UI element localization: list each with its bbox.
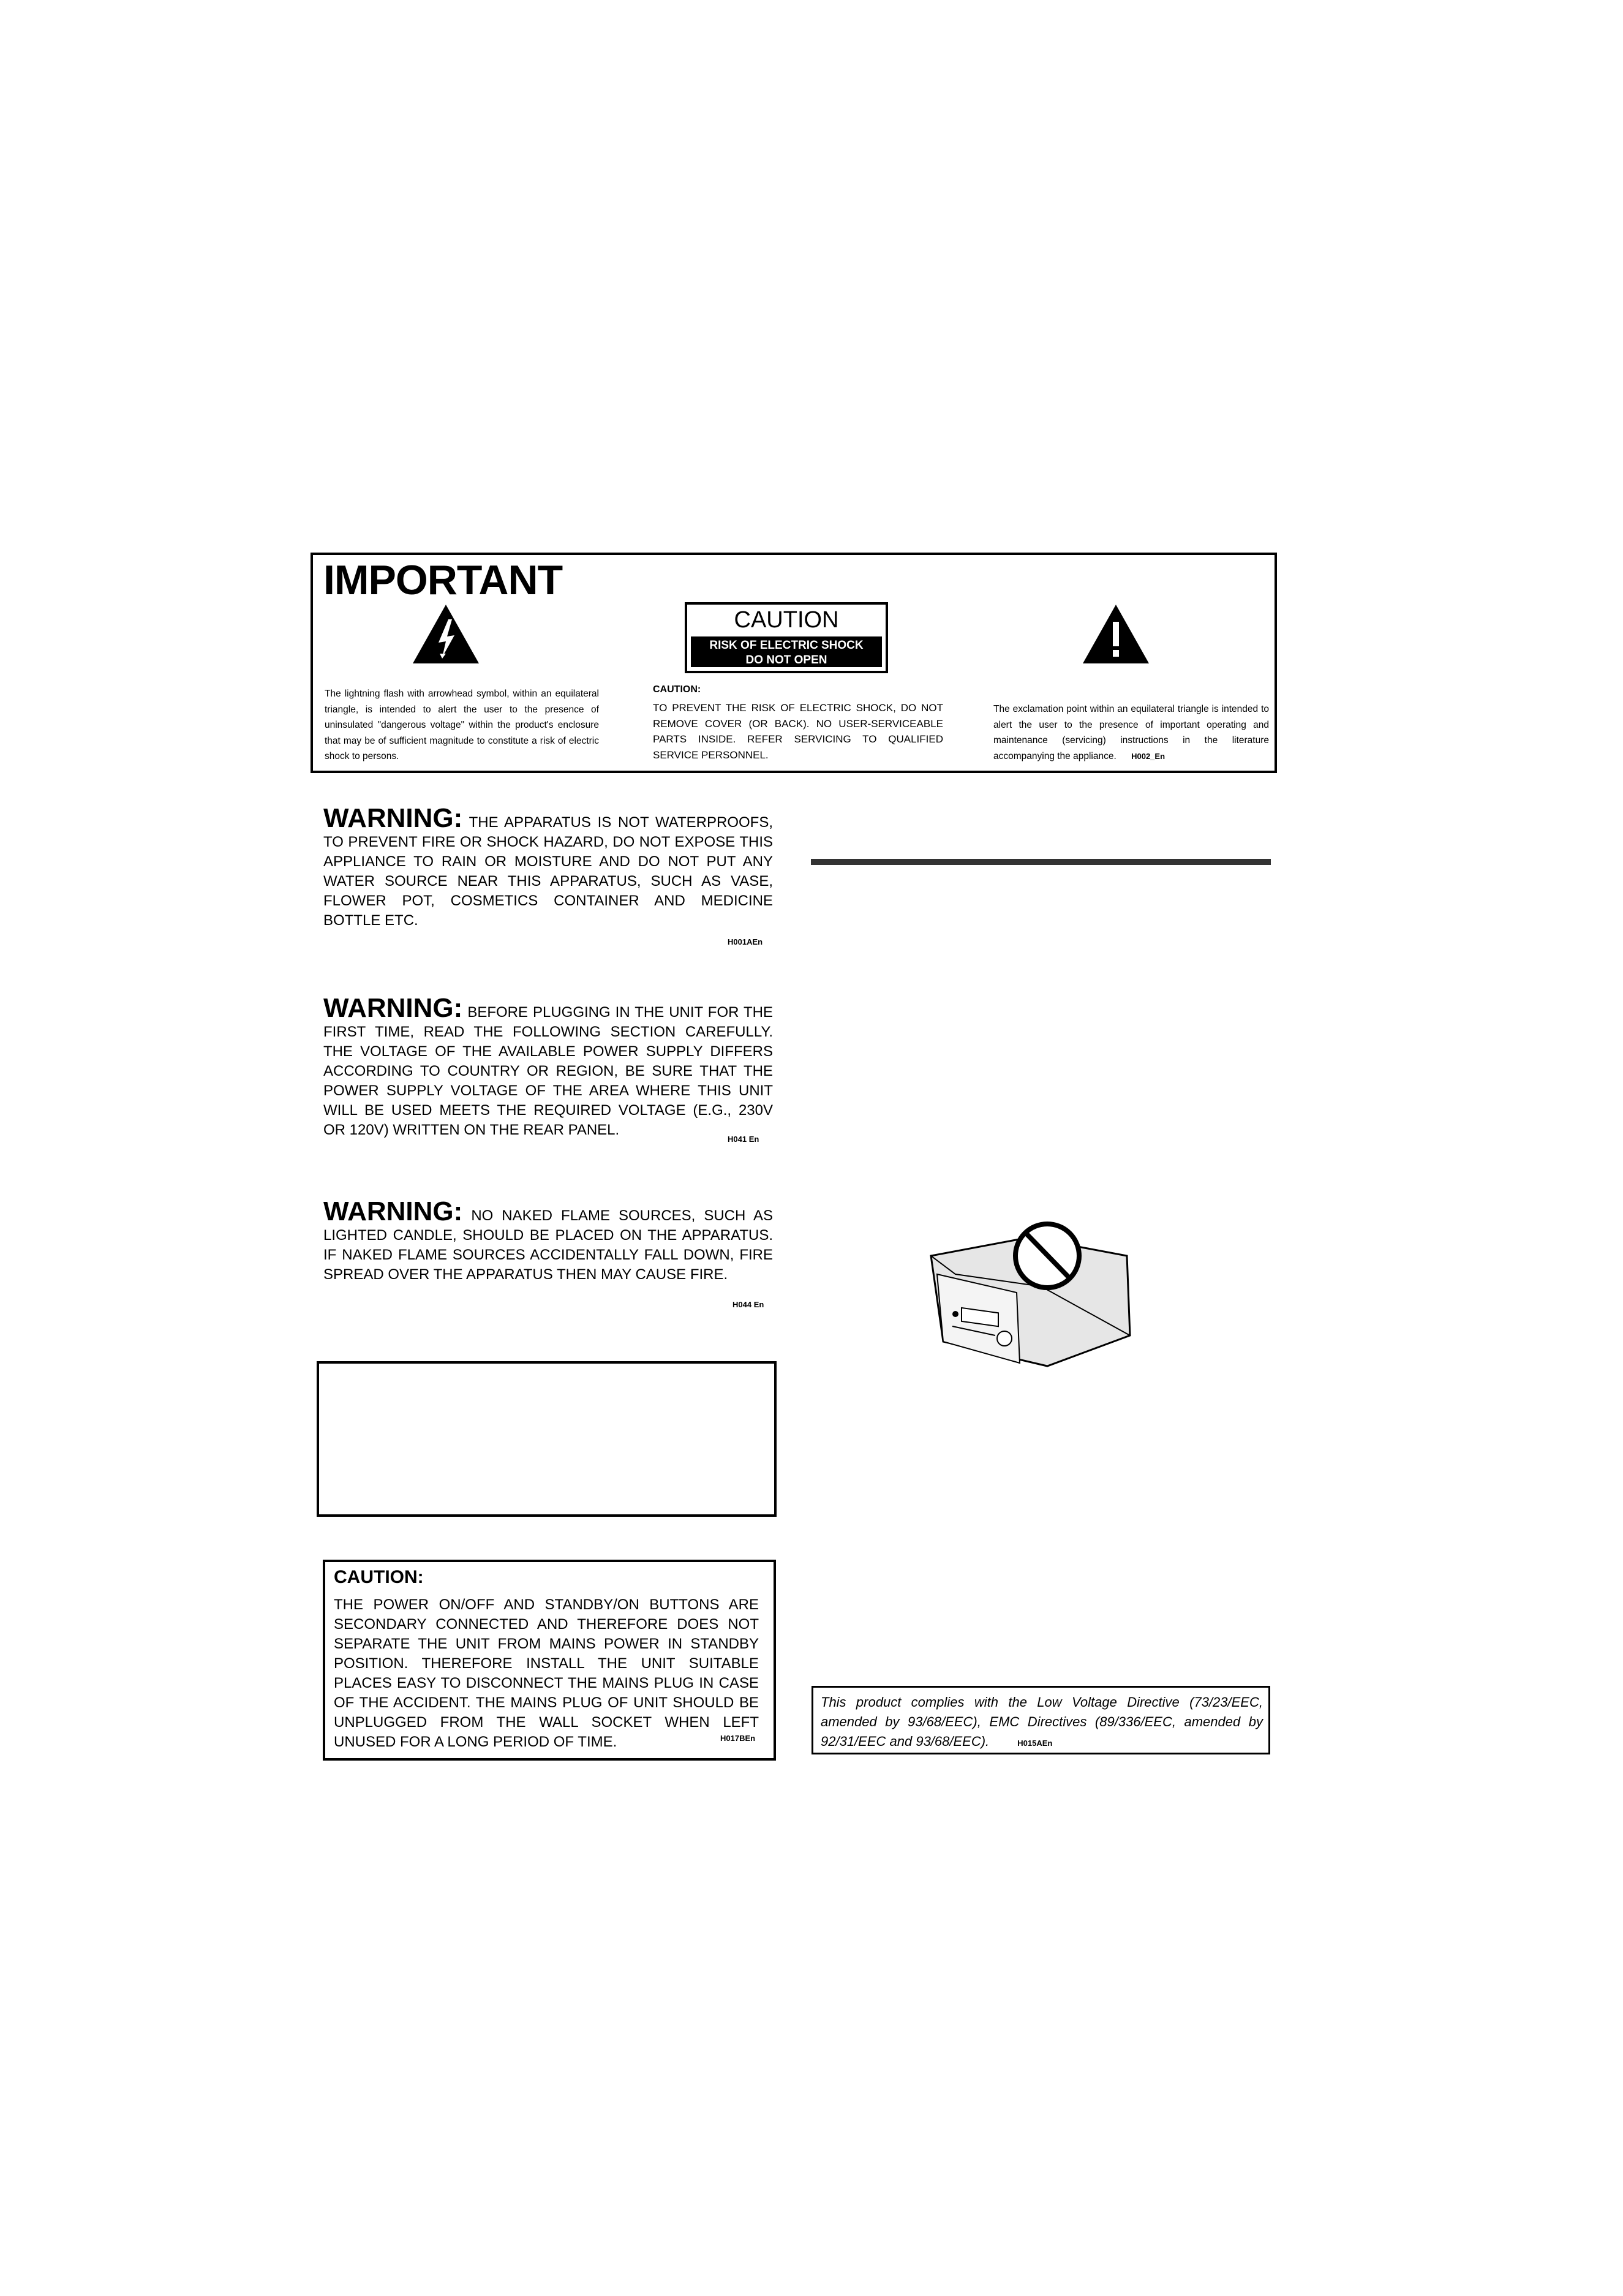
warning-label: WARNING: [323,803,463,833]
section-rule [811,859,1271,865]
lightning-text: The lightning flash with arrowhead symbol, within an equilateral triangle, is intended to alert the user to the presence of uninsulated "dangerous voltage" within the product's enclosure that may be of sufficient magnitude to constitute a risk of electric shock to persons. [325,689,599,761]
blank-notice-box [317,1361,777,1517]
caution-text: TO PREVENT THE RISK OF ELECTRIC SHOCK, DO NOT REMOVE COVER (OR BACK). NO USER-SERVICEABLE PARTS INSIDE. REFER SERVICING TO QUALIFIED SERVICE PERSONNEL. [653,702,943,761]
exclamation-triangle-icon [1082,603,1150,665]
warning-text: BEFORE PLUGGING IN THE UNIT FOR THE FIRST TIME, READ THE FOLLOWING SECTION CAREFULLY. THE VOLTAGE OF THE AVAILABLE POWER SUPPLY DIFFERS ACCORDING TO COUNTRY OR REGION, BE SURE THAT THE POWER SUPPLY VOLTAGE OF THE AREA WHERE THIS UNIT WILL BE USED MEETS THE REQUIRED VOLTAGE (E.G., 230V OR 120V) WRITTEN ON THE REAR PANEL. [323,1004,774,1138]
exclamation-text [993,701,1269,764]
exclamation-body: The exclamation point within an equilateral triangle is intended to alert the user to the presence of important operating and maintenance (servicing) instructions in the literature accompanying the appliance. [993,704,1269,761]
important-title: IMPORTANT [323,557,563,603]
caution-box [323,1560,776,1761]
caution-box-title: CAUTION: [334,1567,424,1587]
warning-label: WARNING: [323,993,463,1023]
directive-body: This product complies with the Low Voltage Directive (73/23/EEC, amended by 93/68/EEC), EMC Directives (89/336/EEC, amended by 92/31/EEC and 93/68/EEC). [821,1694,1263,1749]
warning-label: WARNING: [323,1196,463,1226]
exclamation-code: H002_En [1131,751,1165,761]
caution-label-line1: RISK OF ELECTRIC SHOCK [709,639,864,652]
warning-voltage [323,993,774,1140]
warning-text: NO NAKED FLAME SOURCES, SUCH AS LIGHTED CANDLE, SHOULD BE PLACED ON THE APPARATUS. IF NAKED FLAME SOURCES ACCIDENTALLY FALL DOWN, FIRE SPREAD OVER THE APPARATUS THEN MAY CAUSE FIRE. [323,1207,774,1283]
caution-label-heading: CAUTION [734,607,839,633]
warning-flame [323,1196,774,1285]
warning-waterproof [323,803,773,931]
directive-code: H015AEn [1017,1739,1053,1748]
directive-text [821,1693,1263,1753]
directive-box [812,1686,1270,1754]
warning-code: H001AEn [728,937,763,946]
caution-box-code: H017BEn [720,1734,756,1743]
caution-label-warning [691,636,882,667]
caution-heading: CAUTION: [653,684,701,695]
warning-text: THE APPARATUS IS NOT WATERPROOFS, TO PREVENT FIRE OR SHOCK HAZARD, DO NOT EXPOSE THIS APPLIANCE TO RAIN OR MOISTURE AND DO NOT PUT ANY WATER SOURCE NEAR THIS APPARATUS, SUCH AS VASE, FLOWER POT, COSMETICS CONTAINER AND MEDICINE BOTTLE ETC. [323,814,773,929]
warning-code: H041 En [728,1135,759,1144]
warning-code: H044 En [732,1300,764,1309]
caution-label-line2: DO NOT OPEN [745,654,827,667]
lightning-triangle-icon [412,603,480,665]
caution-box-text: THE POWER ON/OFF AND STANDBY/ON BUTTONS ARE SECONDARY CONNECTED AND THEREFORE DOES NOT SEPARATE THE UNIT FROM MAINS POWER IN STANDBY POSITION. THEREFORE INSTALL THE UNIT SUITABLE PLACES EASY TO DISCONNECT THE MAINS PLUG IN CASE OF THE ACCIDENT. THE MAINS PLUG OF UNIT SHOULD BE UNPLUGGED FROM THE WALL SOCKET WHEN LEFT UNUSED FOR A LONG PERIOD OF TIME. [334,1596,759,1750]
covered-receiver-prohibited-icon [919,1213,1139,1384]
caution-label [685,602,888,673]
